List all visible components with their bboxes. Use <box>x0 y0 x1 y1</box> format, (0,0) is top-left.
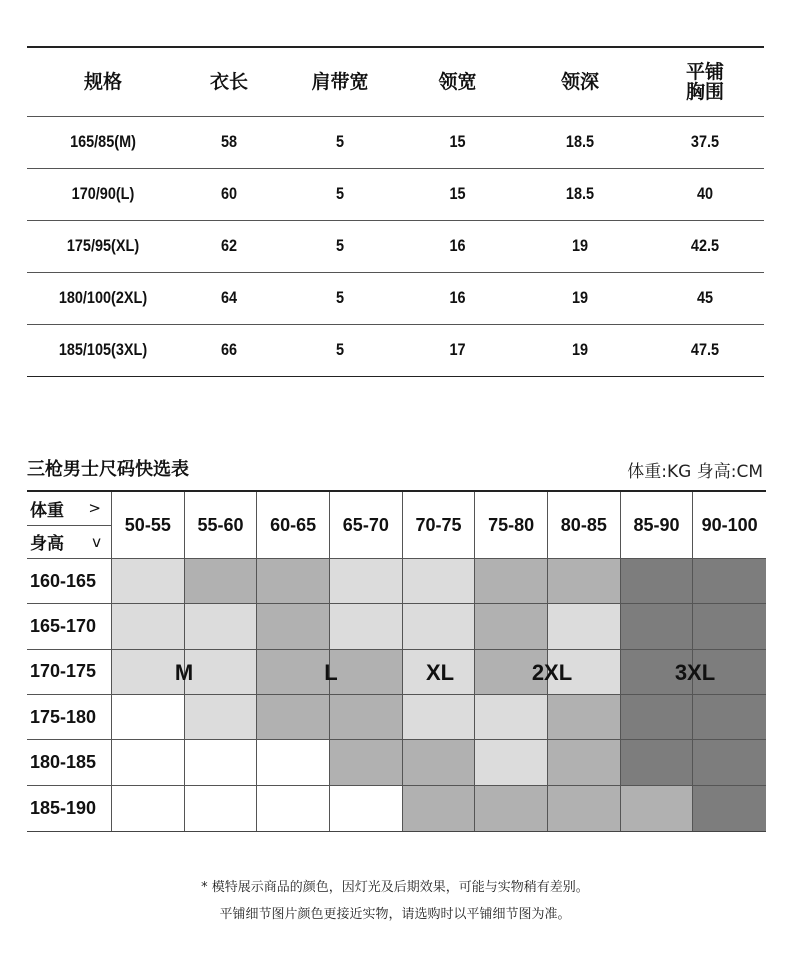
size-cell-neck-depth: 18.5 <box>524 168 636 220</box>
size-grid-cell <box>112 786 185 831</box>
size-cell-length: 66 <box>187 324 272 376</box>
height-row-header: 180-185 <box>27 740 112 785</box>
size-grid-cell <box>257 740 330 785</box>
header-neck-depth: 领深 <box>514 47 646 116</box>
weight-column-header: 85-90 <box>621 492 694 559</box>
size-grid-cell <box>112 650 185 695</box>
size-grid-cell <box>475 695 548 740</box>
weight-column-header: 60-65 <box>257 492 330 559</box>
size-cell-length: 62 <box>187 220 272 272</box>
disclaimer-line-2: 平铺细节图片颜色更接近实物，请选购时以平铺细节图为准。 <box>219 907 571 922</box>
size-grid-cell <box>185 604 258 649</box>
weight-column-header: 70-75 <box>403 492 476 559</box>
height-row-header: 175-180 <box>27 695 112 740</box>
size-grid-cell <box>475 740 548 785</box>
size-label-xl: XL <box>425 660 455 685</box>
corner-height-label: 身高 <box>30 534 64 555</box>
size-grid-cell <box>330 786 403 831</box>
quick-size-grid <box>27 490 766 832</box>
size-cell-spec: 185/105(3XL) <box>38 324 167 376</box>
size-grid-cell <box>693 604 766 649</box>
size-label-3xl: 3XL <box>674 660 716 685</box>
size-grid-cell <box>330 559 403 604</box>
header-length: 衣长 <box>179 47 279 116</box>
size-cell-strap: 5 <box>288 220 392 272</box>
size-grid-cell <box>693 695 766 740</box>
quick-chart-units: 体重:KG 身高:CM <box>627 462 763 482</box>
size-cell-neck-depth: 18.5 <box>524 116 636 168</box>
size-row <box>27 116 764 168</box>
size-grid-cell <box>185 786 258 831</box>
size-grid-cell <box>693 786 766 831</box>
size-grid-cell <box>185 650 258 695</box>
corner-height <box>27 525 111 559</box>
header-flat-chest-line1: 平铺 <box>685 60 724 83</box>
weight-column-header: 80-85 <box>548 492 621 559</box>
quick-chart-title: 三枪男士尺码快选表 <box>27 459 189 480</box>
size-grid-cell <box>693 740 766 785</box>
size-grid-cell <box>475 786 548 831</box>
size-grid-cell <box>548 740 621 785</box>
weight-column-header: 55-60 <box>185 492 258 559</box>
grid-corner <box>27 492 112 559</box>
size-grid-cell <box>548 604 621 649</box>
size-grid-cell <box>257 695 330 740</box>
header-neck-width: 领宽 <box>401 47 514 116</box>
size-cell-strap: 5 <box>288 168 392 220</box>
size-cell-neck-depth: 19 <box>524 324 636 376</box>
size-row <box>27 220 764 272</box>
size-grid-cell <box>330 695 403 740</box>
size-cell-spec: 165/85(M) <box>38 116 167 168</box>
disclaimer-line-1: * 模特展示商品的颜色，因灯光及后期效果，可能与实物稍有差别。 <box>201 880 589 895</box>
size-grid-cell <box>403 695 476 740</box>
size-cell-neck-width: 16 <box>409 220 505 272</box>
size-grid-cell <box>548 559 621 604</box>
size-cell-strap: 5 <box>288 324 392 376</box>
height-row-header: 165-170 <box>27 604 112 649</box>
size-grid-cell <box>185 559 258 604</box>
size-cell-chest: 42.5 <box>655 220 755 272</box>
size-grid-cell <box>330 650 403 695</box>
size-cell-neck-depth: 19 <box>524 272 636 324</box>
size-grid-cell <box>185 740 258 785</box>
weight-column-header: 65-70 <box>330 492 403 559</box>
size-grid-cell <box>548 786 621 831</box>
corner-weight-label: 体重 <box>30 500 64 521</box>
header-flat-chest-line2: 胸围 <box>685 80 724 103</box>
size-grid-cell <box>403 740 476 785</box>
corner-weight-arrow: > <box>88 499 101 518</box>
size-cell-chest: 37.5 <box>655 116 755 168</box>
size-cell-strap: 5 <box>288 272 392 324</box>
size-cell-length: 58 <box>187 116 272 168</box>
size-grid-cell <box>257 650 330 695</box>
weight-column-header: 75-80 <box>475 492 548 559</box>
size-grid-cell <box>621 786 694 831</box>
size-cell-spec: 170/90(L) <box>38 168 167 220</box>
weight-column-header: 50-55 <box>112 492 185 559</box>
size-grid-cell <box>621 740 694 785</box>
size-grid-cell <box>475 559 548 604</box>
corner-height-arrow: v <box>92 532 101 551</box>
size-grid-cell <box>185 695 258 740</box>
size-cell-chest: 40 <box>655 168 755 220</box>
size-label-l: L <box>324 660 338 685</box>
size-grid-cell <box>403 604 476 649</box>
size-grid-cell <box>693 559 766 604</box>
size-grid-cell <box>330 740 403 785</box>
header-strap-width: 肩带宽 <box>279 47 401 116</box>
size-cell-neck-width: 15 <box>409 116 505 168</box>
size-grid-cell <box>621 559 694 604</box>
size-label-2xl: 2XL <box>531 660 573 685</box>
size-row <box>27 324 764 376</box>
size-grid-cell <box>257 604 330 649</box>
size-cell-neck-width: 15 <box>409 168 505 220</box>
height-row-header: 185-190 <box>27 786 112 831</box>
height-row-header: 170-175 <box>27 650 112 695</box>
size-cell-chest: 47.5 <box>655 324 755 376</box>
size-cell-neck-width: 17 <box>409 324 505 376</box>
size-label-m: M <box>174 660 194 685</box>
corner-weight <box>27 492 111 525</box>
size-grid-cell <box>112 559 185 604</box>
size-grid-cell <box>257 786 330 831</box>
size-cell-spec: 175/95(XL) <box>38 220 167 272</box>
size-table <box>27 46 764 377</box>
size-cell-strap: 5 <box>288 116 392 168</box>
height-row-header: 160-165 <box>27 559 112 604</box>
size-cell-length: 64 <box>187 272 272 324</box>
size-cell-neck-width: 16 <box>409 272 505 324</box>
size-cell-chest: 45 <box>655 272 755 324</box>
size-cell-length: 60 <box>187 168 272 220</box>
size-grid-cell <box>257 559 330 604</box>
size-row <box>27 168 764 220</box>
size-grid-cell <box>112 740 185 785</box>
size-grid-cell <box>403 559 476 604</box>
size-cell-spec: 180/100(2XL) <box>38 272 167 324</box>
size-cell-neck-depth: 19 <box>524 220 636 272</box>
size-row <box>27 272 764 324</box>
size-grid-cell <box>330 604 403 649</box>
size-grid-cell <box>403 786 476 831</box>
size-grid-cell <box>475 604 548 649</box>
weight-column-header: 90-100 <box>693 492 766 559</box>
header-spec: 规格 <box>27 47 179 116</box>
size-grid-cell <box>621 695 694 740</box>
header-flat-chest <box>646 47 764 116</box>
size-grid-cell <box>112 695 185 740</box>
size-grid-cell <box>621 604 694 649</box>
size-grid-cell <box>112 604 185 649</box>
size-table-header <box>27 47 764 116</box>
size-grid-cell <box>548 695 621 740</box>
